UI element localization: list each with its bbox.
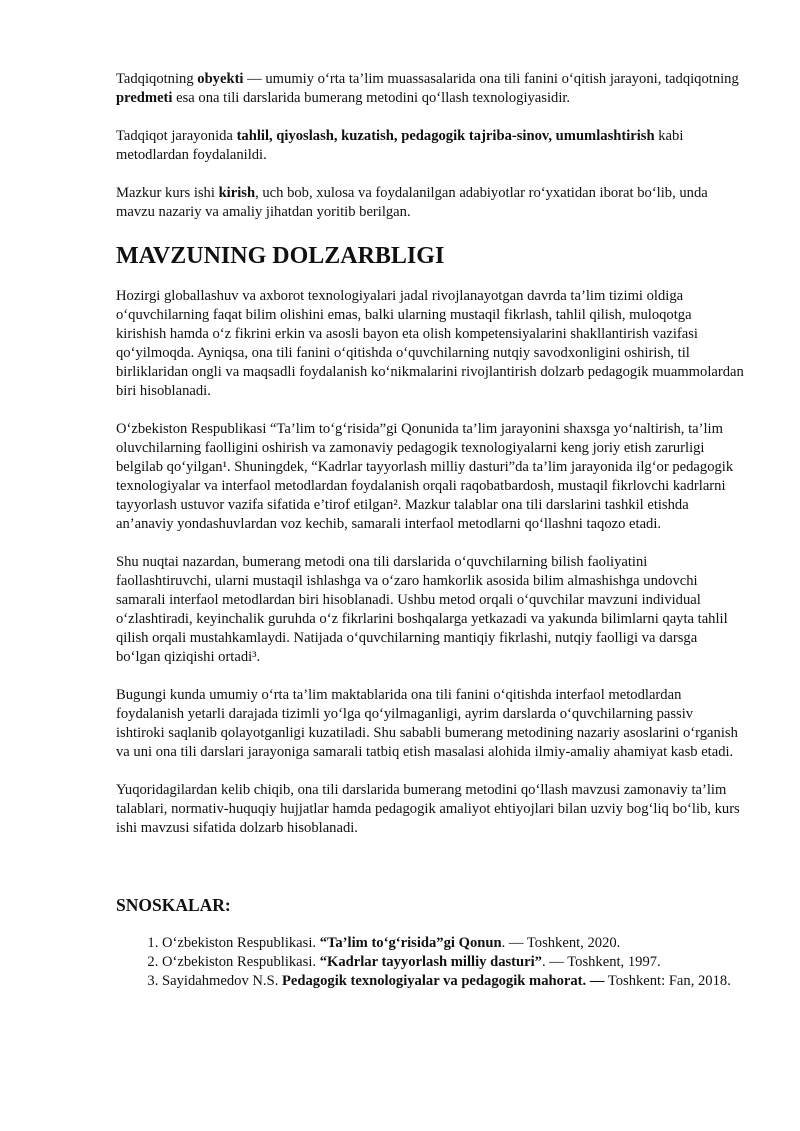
footnotes-list xyxy=(116,934,744,991)
footnote-item xyxy=(162,972,744,991)
footnotes-heading: SNOSKALAR: xyxy=(116,895,231,915)
section-heading: MAVZUNING DOLZARBLIGI xyxy=(116,243,445,269)
bold-term-kirish: kirish xyxy=(218,185,256,201)
bold-methods-list: tahlil, qiyoslash, kuzatish, pedagogik tajriba-sinov, umumlashtirish xyxy=(236,128,655,144)
bold-term-obyekti: obyekti xyxy=(197,71,244,87)
text-run: esa ona tili darslarida bumerang metodini qo‘llash texnologiyasidir. xyxy=(172,90,571,106)
intro-paragraph-methods xyxy=(116,127,744,165)
section-paragraph-4: Bugungi kunda umumiy o‘rta ta’lim maktablarida ona tili fanini o‘qitishda interfaol metodlardan foydalanish yetarli darajada tizimli yo‘lga qo‘yilmaganligi, ayrim darslarda o‘quvchilarning passiv ishtiroki saqlanib qolayotganligi kuzatiladi. Shu sababli bumerang metodining nazariy asoslarini o‘rganish va uni ona tili darslari jarayoniga samarali tatbiq etish masalasi alohida ilmiy-amaliy ahamiyat kasb etadi. xyxy=(116,687,738,760)
text-run: kabi metodlardan foydalanildi. xyxy=(116,128,684,163)
text-run: Toshkent: Fan, 2018. xyxy=(604,973,731,989)
section-paragraph-3: Shu nuqtai nazardan, bumerang metodi ona tili darslarida o‘quvchilarning bilish faoliyatini faollashtiruvchi, ularni mustaqil ishlashga va o‘zaro hamkorlik asosida bilim almashishga undovchi samarali interfaol metodlardan biri hisoblanadi. Ushbu metod orqali o‘quvchilar mavzuni individual o‘zlashtiradi, keyinchalik guruhda o‘z fikrlarini boshqalarga yetkazadi va yakunda bilimlarni qayta tahlil qilish orqali mustahkamlaydi. Natijada o‘quvchilarning mantiqiy fikrlashi, nutqiy faolligi va darsga bo‘lgan qiziqishi ortadi³. xyxy=(116,554,728,665)
bold-source-title: “Kadrlar tayyorlash milliy dasturi” xyxy=(319,954,542,970)
section-paragraph-2: O‘zbekiston Respublikasi “Ta’lim to‘g‘risida”gi Qonunida ta’lim jarayonini shaxsga yo‘naltirish, ta’lim oluvchilarning faolligini oshirish va zamonaviy pedagogik texnologiyalarni keng joriy etish zarurligi belgilab qo‘yilgan¹. Shuningdek, “Kadrlar tayyorlash milliy dasturi”da ta’lim jarayonida ilg‘or pedagogik texnologiyalar va interfaol metodlardan foydalanish orqali raqobatbardosh, mustaqil fikrlovchi kadrlarni tayyorlash ustuvor vazifa sifatida e’tirof etilgan². Mazkur talablar ona tili darslarini tashkil etishda an’anaviy yondashuvlardan voz kechib, samarali interfaol metodlarni qo‘llashni taqozo etadi. xyxy=(116,421,734,532)
section-paragraph-1: Hozirgi globallashuv va axborot texnologiyalari jadal rivojlanayotgan davrda ta’lim tizimi oldiga o‘quvchilarning faqat bilim olishini emas, balki ularning mustaqil fikrlash, tahlil qilish, muloqotga kirishish hamda o‘z fikrini erkin va asosli bayon eta olish kompetensiyalarini shakllantirish vazifasi qo‘yilmoqda. Ayniqsa, ona tili fanini o‘qitishda o‘quvchilarning nutqiy savodxonligini oshirish, til birliklaridan ongli va maqsadli foydalanish ko‘nikmalarini rivojlantirish dolzarb pedagogik muammolardan biri hisoblanadi. xyxy=(116,288,744,399)
text-run: Sayidahmedov N.S. xyxy=(162,973,282,989)
footnote-item xyxy=(162,934,744,953)
bold-source-title: “Ta’lim to‘g‘risida”gi Qonun xyxy=(319,935,502,951)
text-run: Tadqiqot jarayonida xyxy=(116,128,237,144)
text-run: — umumiy o‘rta ta’lim muassasalarida ona tili fanini o‘qitish jarayoni, tadqiqotning xyxy=(243,71,739,87)
bold-term-predmeti: predmeti xyxy=(116,90,173,106)
bold-source-title: Pedagogik texnologiyalar va pedagogik mahorat xyxy=(282,973,583,989)
text-run: . — Toshkent, 1997. xyxy=(541,954,661,970)
text-run: O‘zbekiston Respublikasi. xyxy=(162,935,320,951)
section-paragraph-5: Yuqoridagilardan kelib chiqib, ona tili darslarida bumerang metodini qo‘llash mavzusi zamonaviy ta’lim talablari, normativ-huquqiy hujjatlar hamda pedagogik amaliyot ehtiyojlari bilan uzviy bog‘liq bo‘lib, kurs ishi mavzusi sifatida dolzarb hisoblanadi. xyxy=(116,782,740,836)
text-run: Tadqiqotning xyxy=(116,71,198,87)
footnote-item xyxy=(162,953,744,972)
text-run: O‘zbekiston Respublikasi. xyxy=(162,954,320,970)
text-run: , uch bob, xulosa va foydalanilgan adabiyotlar ro‘yxatidan iborat bo‘lib, unda mavzu nazariy va amaliy jihatdan yoritib berilgan. xyxy=(116,185,708,220)
intro-paragraph-object xyxy=(116,70,744,108)
text-run: Mazkur kurs ishi xyxy=(116,185,219,201)
bold-dash: . — xyxy=(582,973,605,989)
document-page xyxy=(116,70,744,991)
intro-paragraph-structure xyxy=(116,184,744,222)
text-run: . — Toshkent, 2020. xyxy=(501,935,621,951)
